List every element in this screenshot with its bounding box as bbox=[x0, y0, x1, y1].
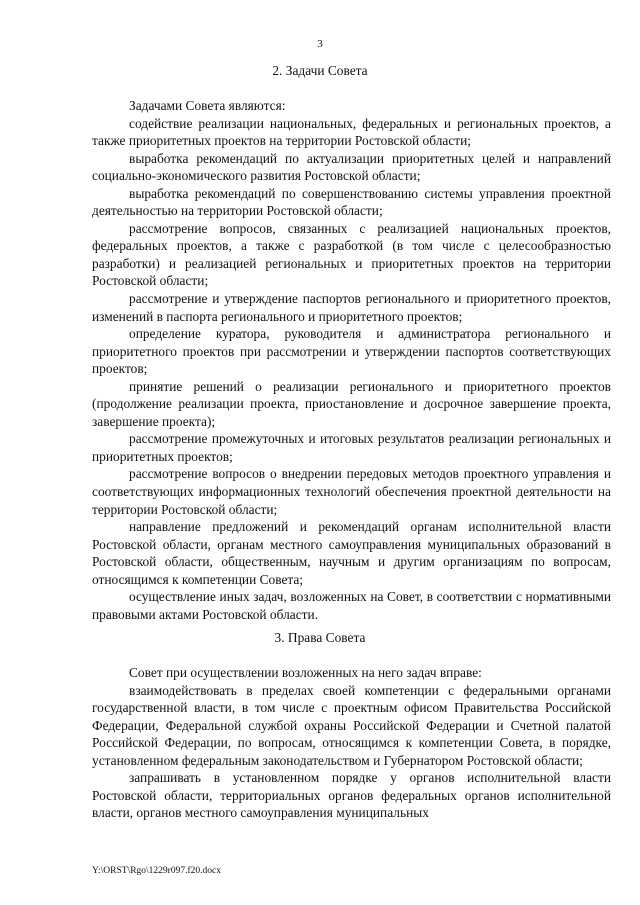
section-2-body bbox=[92, 97, 611, 623]
file-path-footer: Y:\ORST\Rgo\1229r097.f20.docx bbox=[92, 866, 221, 876]
paragraph: рассмотрение вопросов, связанных с реализацией национальных проектов, федеральных проектов, а также с разработкой (в том числе с целесообразностью разработки) и реализацией региональных и приоритетных проектов на территории Ростовской области; bbox=[92, 220, 611, 289]
paragraph: рассмотрение вопросов о внедрении передовых методов проектного управления и соответствующих информационных технологий обеспечения проектной деятельности на территории Ростовской области; bbox=[92, 466, 611, 517]
paragraph: рассмотрение и утверждение паспортов регионального и приоритетного проектов, изменений в паспорта регионального и приоритетного проектов; bbox=[92, 291, 611, 324]
paragraph: выработка рекомендаций по совершенствованию системы управления проектной деятельностью на территории Ростовской области; bbox=[92, 185, 611, 219]
section-2-heading: 2. Задачи Совета bbox=[272, 63, 368, 78]
paragraph: направление предложений и рекомендаций органам исполнительной власти Ростовской области, органам местного самоуправления муниципальных образований в Ростовской области, общественным, научным и другим организациям по вопросам, относящимся к компетенции Совета; bbox=[92, 519, 611, 587]
section-3-body bbox=[92, 664, 611, 822]
paragraph: Задачами Совета являются: bbox=[129, 98, 286, 113]
paragraph: запрашивать в установленном порядке у органов исполнительной власти Ростовской области, территориальных органов федеральных органов исполнительной власти, органов местного самоуправления муниципальных bbox=[92, 770, 611, 821]
paragraph: принятие решений о реализации регионального и приоритетного проектов (продолжение реализации проекта, приостановление и досрочное завершение проекта, завершение проекта); bbox=[92, 378, 611, 429]
paragraph: взаимодействовать в пределах своей компетенции с федеральными органами государственной власти, в том числе с проектным офисом Правительства Российской Федерации, Федеральной службой охраны Российской Федерации и Счетной палатой Российской Федерации, по вопросам, относящимся к компетенции Совета, в порядке, установленном федеральным законодательством и Губернатором Ростовской области; bbox=[92, 682, 611, 768]
section-3-heading: 3. Права Совета bbox=[274, 630, 366, 645]
paragraph: рассмотрение промежуточных и итоговых результатов реализации региональных и приоритетных проектов; bbox=[92, 431, 611, 464]
paragraph: содействие реализации национальных, федеральных и региональных проектов, а также приоритетных проектов на территории Ростовской области; bbox=[92, 115, 611, 149]
page-number: 3 bbox=[317, 38, 323, 50]
paragraph: Совет при осуществлении возложенных на него задач вправе: bbox=[129, 665, 482, 680]
paragraph: осуществление иных задач, возложенных на Совет, в соответствии с нормативными правовыми актами Ростовской области. bbox=[92, 589, 611, 622]
paragraph: определение куратора, руководителя и администратора регионального и приоритетного проектов при рассмотрении и утверждении паспортов соответствующих проектов; bbox=[92, 326, 611, 377]
paragraph: выработка рекомендаций по актуализации приоритетных целей и направлений социально-экономического развития Ростовской области; bbox=[92, 150, 611, 184]
